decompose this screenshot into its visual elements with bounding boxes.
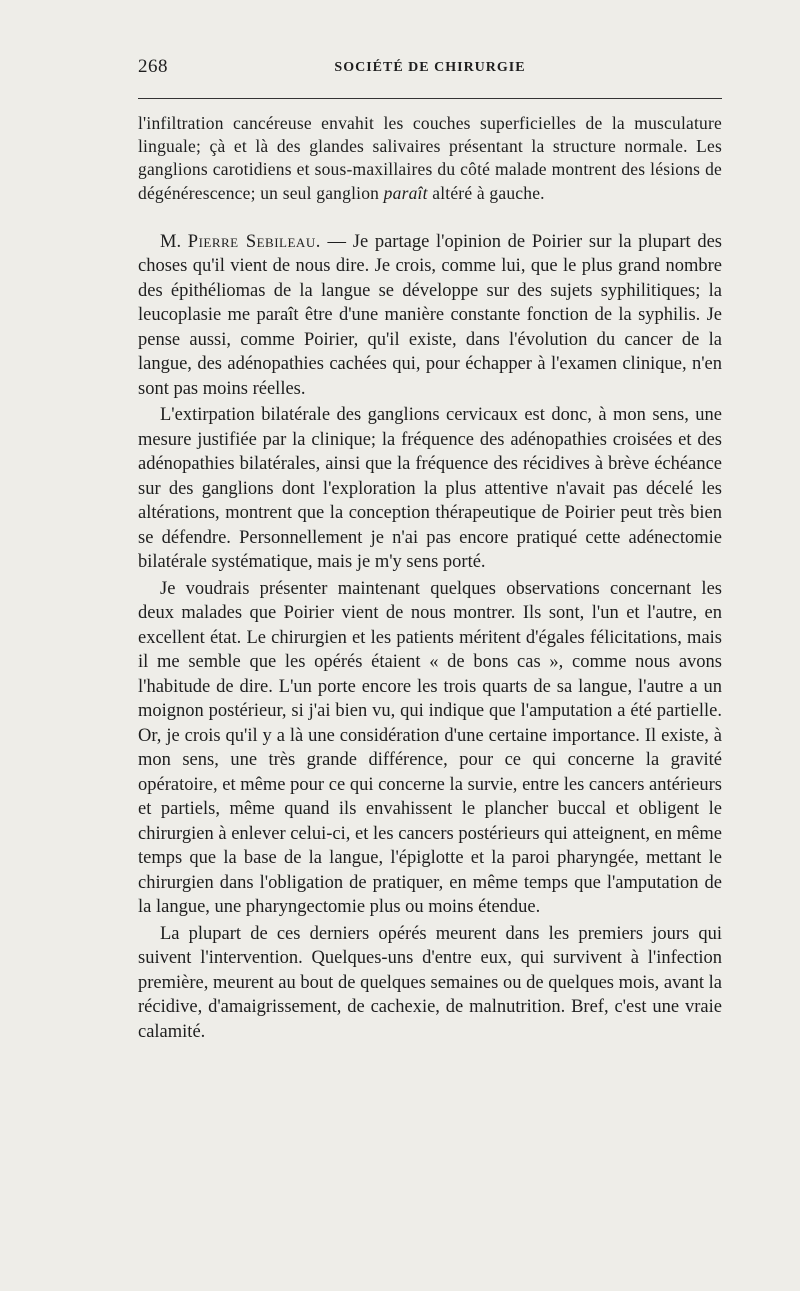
paragraph-3: L'extirpation bilatérale des ganglions cervicaux est donc, à mon sens, une mesure justifiée par la clinique; la fréquence des adénopathies croisées et des adénopathies bilatérales, ainsi que la fréquence des récidives à brève échéance sur des ganglions dont l'exploration la plus attentive n'avait pas décelé les altérations, montrent que la conception thérapeutique de Poirier peut très bien se défendre. Personnellement je n'ai pas encore pratiqué cette adénectomie bilatérale systématique, mais je m'y sens porté. bbox=[138, 405, 722, 573]
running-head bbox=[138, 56, 722, 86]
page-number: 268 bbox=[138, 56, 168, 77]
body-text bbox=[138, 112, 722, 1044]
paragraph-5: La plupart de ces derniers opérés meurent dans les premiers jours qui suivent l'intervention. Quelques-uns d'entre eux, qui survivent à l'infection première, meurent au bout de quelques semaines ou de quelques mois, avant la récidive, d'amaigrissement, de cachexie, de malnutrition. Bref, c'est une vraie calamité. bbox=[138, 923, 722, 1042]
header-rule bbox=[138, 98, 722, 99]
speaker-name: Pierre Sebileau. bbox=[187, 231, 321, 252]
paragraph-4: Je voudrais présenter maintenant quelques observations concernant les deux malades que Poirier vient de nous montrer. Ils sont, l'un et l'autre, en excellent état. Le chirurgien et les patients méritent d'égales félicitations, mais il me semble que les opérés étaient « de bons cas », comme nous avons l'habitude de dire. L'un porte encore les trois quarts de sa langue, l'autre a un moignon postérieur, si j'ai bien vu, qui indique que l'amputation a été partielle. Or, je crois qu'il y a là une considération d'une certaine importance. Il existe, à mon sens, une très grande différence, pour ce qui concerne la gravité opératoire, et même pour ce qui concerne la survie, entre les cancers antérieurs et partiels, même quand ils envahissent le plancher buccal et obligent le chirurgien à enlever celui-ci, et les cancers postérieurs qui atteignent, en même temps que la base de la langue, l'épiglotte et la paroi pharyngée, mettant le chirurgien dans l'obligation de pratiquer, en même temps que l'amputation de la langue, une pharyngectomie plus ou moins étendue. bbox=[138, 578, 722, 918]
speaker-prefix: M. bbox=[160, 231, 188, 252]
italic-word: paraît bbox=[383, 182, 428, 203]
paragraph-2: M. Pierre Sebileau. — Je partage l'opinion de Poirier sur la plupart des choses qu'il vient de nous dire. Je crois, comme lui, que le plus grand nombre des épithéliomas de la langue se développe sur des sujets syphilitiques; la leucoplasie me paraît être d'une manière constante fonction de la syphilis. Je pense aussi, comme Poirier, qu'il existe, dans l'évolution du cancer de la langue, des adénopathies cachées qui, pour échapper à l'examen clinique, n'en sont pas moins réelles. bbox=[138, 231, 723, 399]
journal-title: SOCIÉTÉ DE CHIRURGIE bbox=[334, 60, 526, 75]
paragraph-1: l'infiltration cancéreuse envahit les couches superficielles de la musculature linguale; çà et là des glandes salivaires présentant la structure normale. Les ganglions carotidiens et sous-maxillaires du côté malade montrent des lésions de dégénérescence; un seul ganglion paraît altéré à gauche. bbox=[138, 113, 722, 203]
